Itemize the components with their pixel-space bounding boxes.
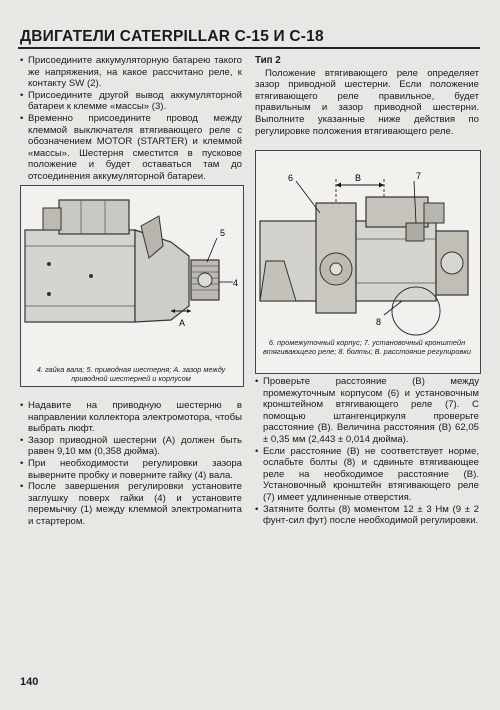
- label-4: 4: [233, 278, 239, 288]
- bullet-item: • При необходимости регулировки зазора выверните пробку и поверните гайку (4) вала.: [20, 458, 242, 481]
- bullet-item: • Присоедините аккумуляторную батарею такого же напряжения, на какое рассчитано реле, к контакту SW (2).: [20, 55, 242, 90]
- section-title: Тип 2: [255, 55, 281, 66]
- bullet-item: • Временно присоедините провод между клеммой выключателя втягивающего реле с обозначением MOTOR (STARTER) и клеммой «массы». Шестерня сместится в пусковое положение и будет оставаться там до отсоединения аккумуляторной батареи.: [20, 113, 242, 183]
- bullet-item: • После завершения регулировки установите заглушку поверх гайки (4) и установите перемычку (1) между клеммой электромагнита и стартером.: [20, 481, 242, 527]
- left-bottom-text: [20, 400, 242, 528]
- label-a: A: [179, 318, 186, 328]
- figure-left: [20, 185, 244, 387]
- label-b: B: [355, 173, 362, 183]
- label-6: 6: [288, 173, 294, 183]
- page-number: 140: [20, 676, 39, 688]
- bullet-item: • Присоедините другой вывод аккумуляторной батареи к клемме «массы» (3).: [20, 90, 242, 113]
- label-5: 5: [220, 228, 226, 238]
- right-bottom-text: [255, 376, 479, 527]
- bullet-item: • Затяните болты (8) моментом 12 ± 3 Нм (9 ± 2 фунт-сил фут) после необходимой регулировки.: [255, 504, 479, 527]
- left-top-bullets: [20, 55, 242, 183]
- page-header-title: ДВИГАТЕЛИ CATERPILLAR C-15 И C-18: [20, 28, 324, 45]
- bullet-item: • Проверьте расстояние (B) между промежуточным корпусом (6) и установочным кронштейном втягивающего реле (7). С помощью штангенциркуля проверьте расстояние (B). Величина расстояния (B) 62,05 ± 0,35 мм (2,443 ± 0,014 дюйма).: [255, 376, 479, 446]
- right-top-text: [255, 55, 479, 137]
- right-bottom-bullets: [255, 376, 479, 527]
- bullet-item: • Если расстояние (B) не соответствует норме, ослабьте болты (8) и сдвиньте втягивающее реле на необходимое расстояние (B). Установочный кронштейн втягивающего реле (7) имеет удлиненные отверстия.: [255, 446, 479, 504]
- label-7: 7: [416, 171, 422, 181]
- header-rule: [18, 47, 480, 49]
- left-top-text: [20, 55, 242, 183]
- figure-right-caption: 6. промежуточный корпус; 7. установочный кронштейн втягивающего реле; 8. болты; B. расстояние регулировки: [263, 338, 471, 356]
- left-bottom-bullets: [20, 400, 242, 528]
- label-8: 8: [376, 317, 382, 327]
- bullet-item: • Надавите на приводную шестерню в направлении коллектора электромотора, чтобы выбрать люфт.: [20, 400, 242, 435]
- section-intro: Положение втягивающего реле определяет зазор приводной шестерни. Если положение втягивающего реле правильное, будет правильным и зазор приводной шестерни. Выполните указанные ниже действия по регулировке положения втягивающего реле.: [255, 67, 479, 137]
- bullet-item: • Зазор приводной шестерни (A) должен быть равен 9,10 мм (0,358 дюйма).: [20, 435, 242, 458]
- figure-left-caption: 4. гайка вала; 5. приводная шестерня; A. зазор между приводной шестерней и корпусом: [36, 365, 226, 383]
- starter-drawing-left: [21, 186, 243, 386]
